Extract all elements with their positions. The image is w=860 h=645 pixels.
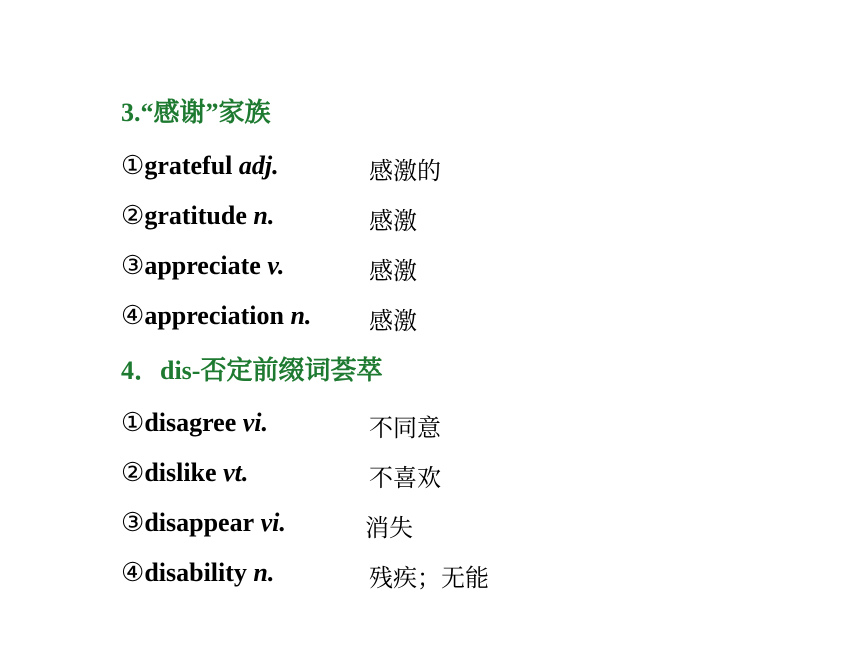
vocab-word: disability [144, 558, 247, 587]
vocab-word: dislike [144, 458, 217, 487]
part-of-speech: adj. [238, 151, 279, 180]
vocab-meaning: 感激 [369, 307, 417, 335]
part-of-speech: vi. [242, 408, 269, 437]
part-of-speech: n. [253, 201, 275, 230]
vocab-meaning: 不喜欢 [369, 464, 441, 492]
vocab-word: grateful [144, 151, 233, 180]
vocab-row-dislike [121, 458, 581, 492]
part-of-speech: vt. [223, 458, 249, 487]
vocab-term [121, 251, 284, 281]
vocab-term [121, 301, 311, 331]
vocab-meaning: 感激 [369, 207, 417, 235]
vocab-term [121, 201, 274, 231]
item-number: ③ [121, 508, 145, 537]
vocab-meaning: 残疾；无能 [369, 564, 489, 592]
item-number: ④ [121, 301, 145, 330]
item-number: ① [121, 151, 145, 180]
vocab-word: disappear [144, 508, 255, 537]
part-of-speech: n. [253, 558, 275, 587]
vocab-term [121, 151, 279, 181]
item-number: ③ [121, 251, 145, 280]
vocab-term [121, 558, 274, 588]
vocab-row-grateful [121, 151, 581, 185]
part-of-speech: vi. [260, 508, 286, 537]
part-of-speech: n. [290, 301, 312, 330]
vocab-word: appreciation [144, 301, 284, 330]
vocab-meaning: 不同意 [369, 414, 441, 442]
vocab-term [121, 408, 268, 438]
vocab-meaning: 消失 [365, 514, 413, 542]
part-of-speech: v. [267, 251, 285, 280]
vocab-word: appreciate [144, 251, 261, 280]
vocab-row-appreciation [121, 301, 581, 335]
vocab-row-gratitude [121, 201, 581, 235]
vocab-term [121, 508, 286, 538]
section-heading-gratitude-family: 3.“感谢”家族 [121, 98, 271, 127]
vocab-meaning: 感激 [369, 257, 417, 285]
vocab-word: gratitude [144, 201, 247, 230]
section-heading-dis-prefix: 4．dis-否定前缀词荟萃 [121, 356, 383, 385]
vocab-row-disappear [121, 508, 581, 542]
vocab-row-disability [121, 558, 581, 592]
vocab-term [121, 458, 248, 488]
vocab-word: disagree [144, 408, 237, 437]
item-number: ② [121, 201, 145, 230]
vocab-row-disagree [121, 408, 581, 442]
vocab-meaning: 感激的 [369, 157, 441, 185]
item-number: ② [121, 458, 145, 487]
item-number: ④ [121, 558, 145, 587]
vocab-row-appreciate [121, 251, 581, 285]
item-number: ① [121, 408, 145, 437]
